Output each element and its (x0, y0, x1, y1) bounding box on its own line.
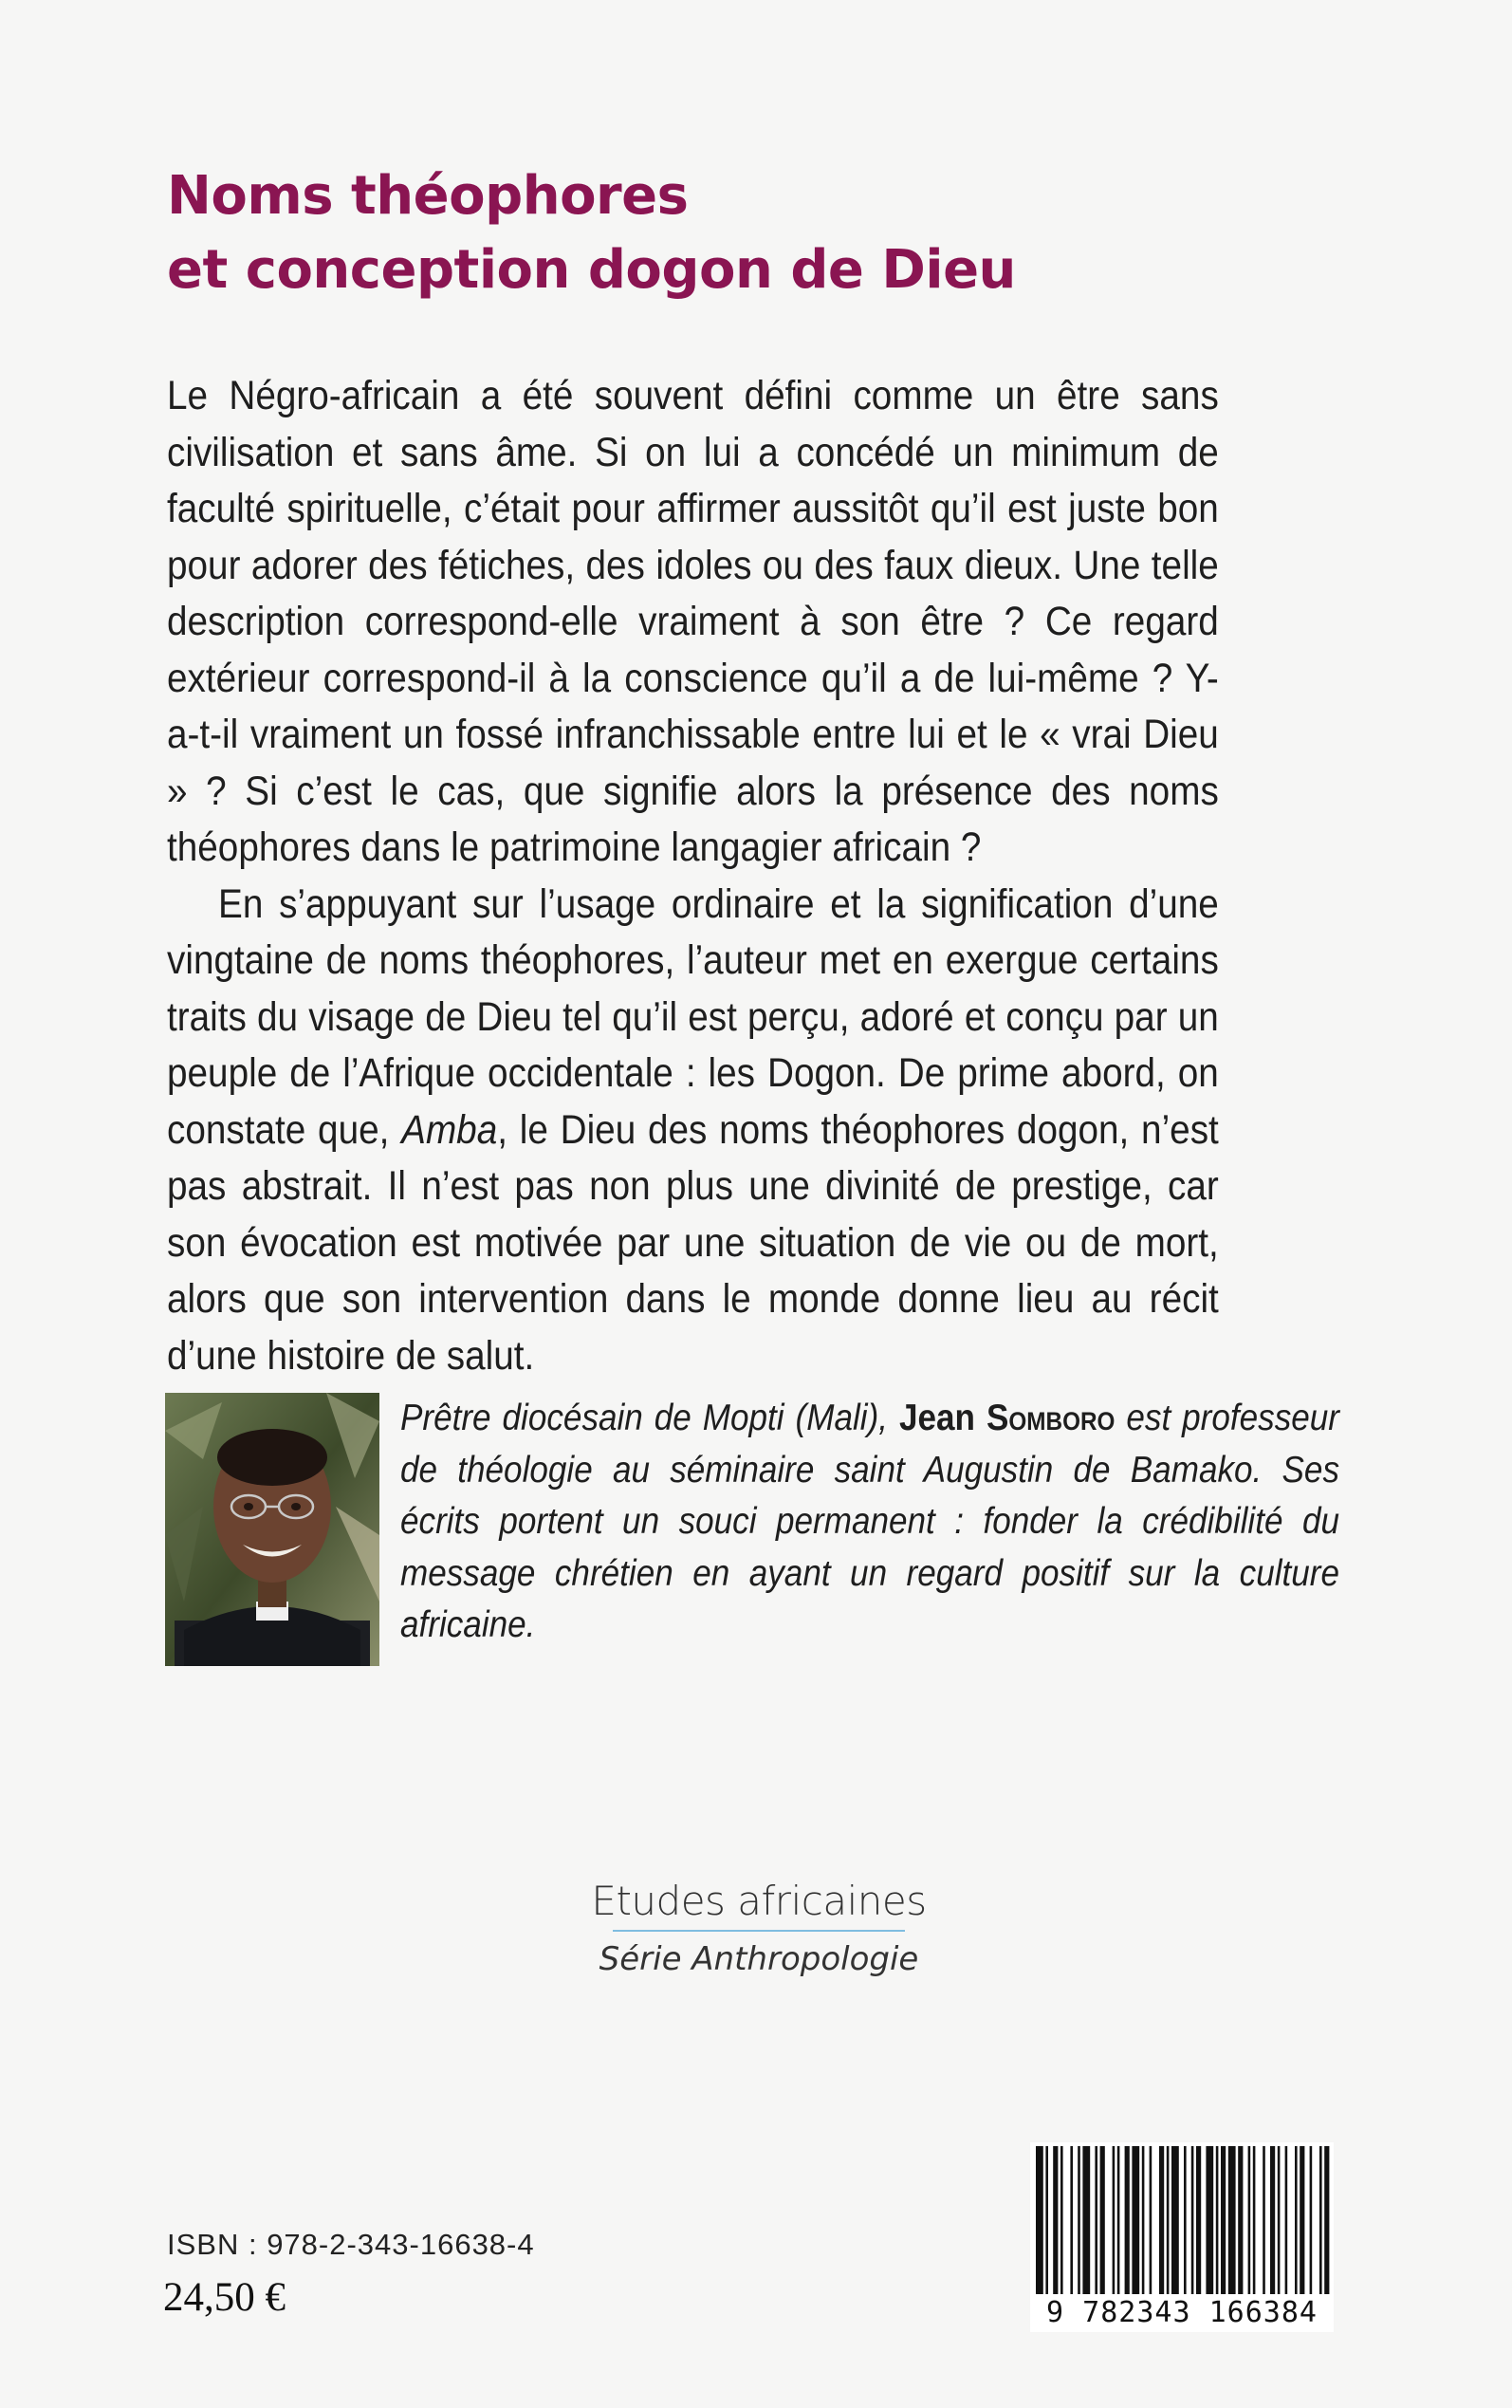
barcode-bar (1100, 2146, 1105, 2294)
blurb-paragraph-2-italic: Amba (401, 1106, 498, 1153)
barcode-bar (1263, 2146, 1265, 2294)
blurb (167, 368, 1219, 1384)
barcode-bar (1319, 2146, 1322, 2294)
barcode-bar (1310, 2146, 1313, 2294)
barcode-bar (1078, 2146, 1080, 2294)
barcode-bar (1228, 2146, 1236, 2294)
book-title-line-1: Noms théophores (167, 165, 689, 227)
book-title (167, 159, 1343, 307)
barcode-bar (1206, 2146, 1213, 2294)
book-title-line-2: et conception dogon de Dieu (167, 239, 1016, 301)
series-name: Etudes africaines (591, 1878, 927, 1924)
blurb-paragraph-2-end: , le Dieu des noms théophores dogon, n’est pas abstrait. Il n’est pas non plus une divinité de prestige, car son évocation est motivée par une situation de vie ou de mort, alors que son intervention dans le monde donne lieu au récit d’une histoire de salut. (167, 1106, 1219, 1379)
barcode-bar (1270, 2146, 1275, 2294)
author-bio (400, 1393, 1339, 1652)
barcode-bar (1045, 2146, 1048, 2294)
barcode-bar (1221, 2146, 1226, 2294)
price: 24,50 € (163, 2275, 286, 2320)
blurb-paragraph-1: Le Négro-africain a été souvent défini comme un être sans civilisation et sans âme. Si on lui a concédé un minimum de faculté spirituelle, c’était pour affirmer aussitôt qu’il est juste bon pour adorer des fétiches, des idoles ou des faux dieux. Une telle description correspond-elle vraiment à son être ? Ce regard extérieur correspond-il à la conscience qu’il a de lui-même ? Y-a-t-il vraiment un fossé infranchissable entre lui et le « vrai Dieu » ? Si c’est le cas, que signifie alors la présence des noms théophores dans le patrimoine langagier africain ? (167, 373, 1219, 870)
author-portrait-icon (165, 1393, 379, 1666)
barcode-bar (1150, 2146, 1152, 2294)
barcode-bar (1082, 2146, 1090, 2294)
barcode-bar (1253, 2146, 1256, 2294)
barcode-bar (1117, 2146, 1120, 2294)
barcode-bar (1036, 2146, 1043, 2294)
author-bio-end: est professeur de théologie au séminaire saint Augustin de Bamako. Ses écrits portent un souci permanent : fonder la crédibilité du message chrétien en ayant un regard positif sur la culture africaine. (400, 1398, 1339, 1645)
barcode-bar (1053, 2146, 1058, 2294)
author-last-name: Somboro (986, 1398, 1116, 1438)
author-photo (165, 1393, 379, 1666)
barcode-bar (1216, 2146, 1219, 2294)
series-divider (613, 1930, 905, 1932)
barcode-bars (1030, 2142, 1334, 2298)
barcode-bar (1295, 2146, 1298, 2294)
barcode-bar (1167, 2146, 1170, 2294)
barcode-bar (1184, 2146, 1187, 2294)
barcode-bar (1171, 2146, 1179, 2294)
blurb-paragraph-2-start: En s’appuyant sur l’usage ordinaire et la signification d’une vingtaine de noms théophores, l’auteur met en exergue certains traits du visage de Dieu tel qu’il est perçu, adoré et conçu par un peuple de l’Afrique occidentale : les Dogon. De prime abord, on constate que, (167, 880, 1219, 1153)
barcode-bar (1159, 2146, 1164, 2294)
author-first-name: Jean (898, 1398, 976, 1438)
barcode-bar (1142, 2146, 1145, 2294)
barcode (1030, 2142, 1334, 2332)
barcode-bar (1248, 2146, 1251, 2294)
barcode-bar (1324, 2146, 1329, 2294)
barcode-bar (1132, 2146, 1139, 2294)
barcode-bar (1060, 2146, 1063, 2294)
barcode-bar (1278, 2146, 1281, 2294)
barcode-bar (1285, 2146, 1288, 2294)
barcode-bar (1125, 2146, 1130, 2294)
barcode-bar (1095, 2146, 1097, 2294)
series-subseries: Série Anthropologie (599, 1940, 919, 1978)
barcode-bar (1070, 2146, 1073, 2294)
isbn: ISBN : 978-2-343-16638-4 (167, 2228, 535, 2261)
author-bio-start: Prêtre diocésain de Mopti (Mali), (400, 1398, 899, 1438)
author-name (899, 1398, 1115, 1438)
barcode-digits: 9 782343 166384 (1046, 2296, 1318, 2329)
barcode-bar (1238, 2146, 1243, 2294)
blurb-paragraph-2 (167, 877, 1219, 1385)
series-block (569, 1877, 949, 1979)
barcode-bar (1191, 2146, 1194, 2294)
barcode-bar (1113, 2146, 1116, 2294)
barcode-bar (1196, 2146, 1201, 2294)
barcode-bar (1300, 2146, 1304, 2294)
